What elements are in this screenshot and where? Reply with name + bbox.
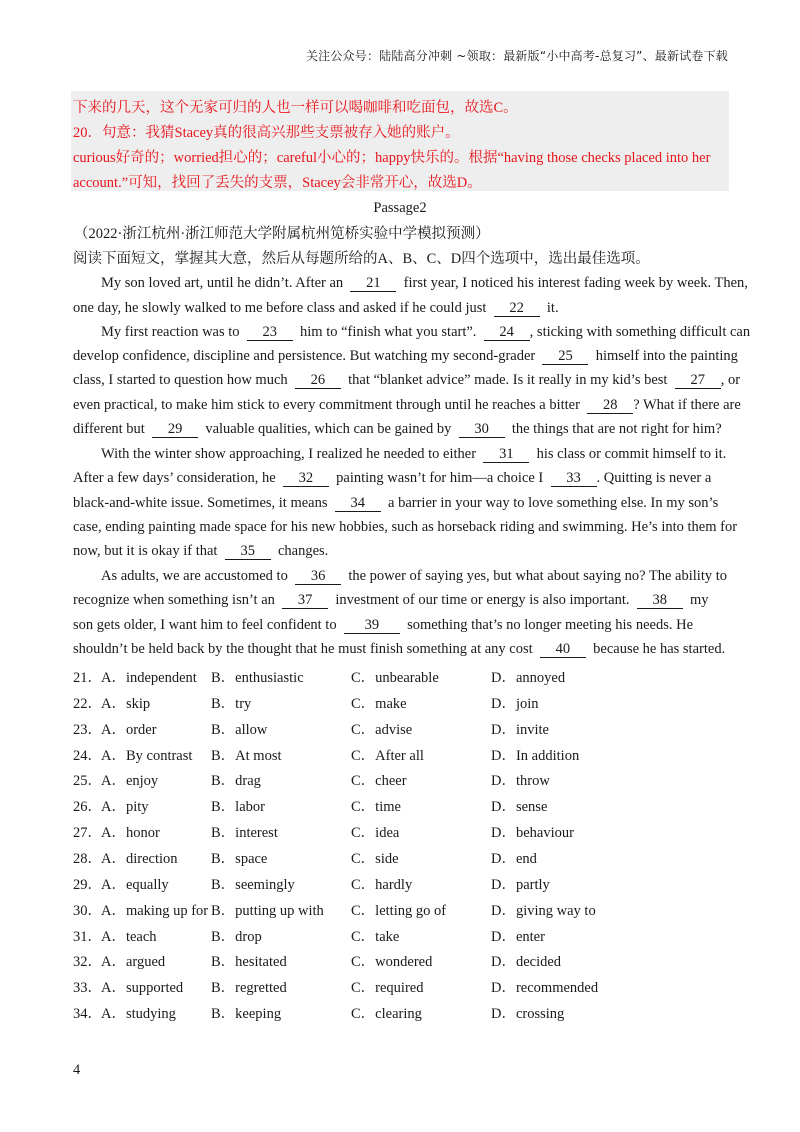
option-a[interactable]: A．argued — [101, 954, 166, 971]
blank-35: 35 — [225, 544, 271, 560]
blank-27: 27 — [675, 373, 721, 389]
option-c[interactable]: C．clearing — [351, 1006, 422, 1023]
option-b[interactable]: B．drag — [211, 773, 261, 790]
option-c[interactable]: C．idea — [351, 825, 400, 842]
option-b[interactable]: B．keeping — [211, 1006, 282, 1023]
question-number: 32． — [73, 954, 102, 971]
blank-38: 38 — [637, 593, 683, 609]
blank-21: 21 — [350, 276, 396, 292]
paragraph-line: My first reaction was to 23 him to “finish what you start”. 24 , sticking with something difficult can — [101, 324, 751, 340]
option-b[interactable]: B．hesitated — [211, 954, 287, 971]
option-d[interactable]: D．enter — [491, 928, 545, 945]
paragraph-line: After a few days’ consideration, he 32 painting wasn’t for him—a choice I 33 . Quitting is never a — [73, 470, 712, 486]
option-a[interactable]: A．By contrast — [101, 747, 193, 764]
paragraph-line: With the winter show approaching, I realized he needed to either 31 his class or commit himself to it. — [101, 446, 727, 462]
option-a[interactable]: A．making up for — [101, 902, 209, 919]
question-number: 23． — [73, 721, 102, 738]
blank-25: 25 — [542, 349, 588, 365]
option-a[interactable]: A．enjoy — [101, 773, 159, 790]
option-a[interactable]: A．honor — [101, 825, 160, 842]
option-c[interactable]: C．make — [351, 695, 407, 712]
option-c[interactable]: C．hardly — [351, 876, 413, 893]
option-b[interactable]: B．regretted — [211, 980, 287, 997]
question-number: 26． — [73, 799, 102, 816]
question-number: 30． — [73, 902, 102, 919]
paragraph-line: even practical, to make him stick to every commitment through until he reaches a bitter 28 ? What if there are — [73, 397, 741, 413]
option-d[interactable]: D．join — [491, 695, 539, 712]
paragraph-line: develop confidence, discipline and persistence. But watching my second-grader 25 himself into the painting — [73, 348, 738, 364]
option-d[interactable]: D．invite — [491, 721, 549, 738]
question-number: 21． — [73, 670, 102, 686]
option-c[interactable]: C．After all — [351, 747, 424, 764]
option-a[interactable]: A．direction — [101, 850, 178, 867]
paragraph-line: class, I started to question how much 26 that “blanket advice” made. Is it really in my kid’s best 27 , or — [73, 372, 741, 388]
option-d[interactable]: D．behaviour — [491, 825, 574, 842]
blank-31: 31 — [483, 447, 529, 463]
option-d[interactable]: D．In addition — [491, 747, 580, 764]
blank-36: 36 — [295, 569, 341, 585]
question-number: 28． — [73, 850, 102, 867]
blank-22: 22 — [494, 301, 540, 317]
option-b[interactable]: B．labor — [211, 799, 265, 816]
option-c[interactable]: C．advise — [351, 721, 413, 738]
blank-32: 32 — [283, 471, 329, 487]
option-d[interactable]: D．recommended — [491, 980, 599, 997]
question-number: 29． — [73, 876, 102, 893]
option-c[interactable]: C．required — [351, 980, 424, 997]
option-d[interactable]: D．end — [491, 850, 537, 867]
answer-line: curious好奇的；worried担心的；careful小心的；happy快乐的。根据“having those checks placed into her — [73, 150, 711, 166]
option-c[interactable]: C．side — [351, 850, 399, 867]
page-header: 关注公众号：陆陆高分冲刺 ~领取：最新版“小中高考-总复习”、最新试卷下载 — [305, 49, 728, 63]
option-c[interactable]: C．time — [351, 799, 401, 816]
blank-40: 40 — [540, 642, 586, 658]
option-b[interactable]: B．seemingly — [211, 876, 295, 893]
paragraph-line: different but 29 valuable qualities, which can be gained by 30 the things that are not right for him? — [73, 421, 722, 437]
option-b[interactable]: B．interest — [211, 825, 278, 842]
paragraph-line: now, but it is okay if that 35 changes. — [73, 543, 329, 559]
option-a[interactable]: A．skip — [101, 695, 151, 712]
answer-line: 下来的几天，这个无家可归的人也一样可以喝咖啡和吃面包，故选C。 — [73, 100, 518, 116]
option-d[interactable]: D．crossing — [491, 1006, 565, 1023]
paragraph-line: As adults, we are accustomed to 36 the power of saying yes, but what about saying no? The ability to — [101, 568, 728, 584]
blank-39: 39 — [344, 618, 400, 634]
question-number: 33． — [73, 980, 102, 997]
answer-line: account.”可知，找回了丢失的支票，Stacey会非常开心，故选D。 — [73, 175, 482, 191]
question-number: 22． — [73, 695, 102, 712]
option-c[interactable]: C．unbearable — [351, 670, 439, 686]
option-a[interactable]: A．equally — [101, 876, 169, 893]
paragraph-line: My son loved art, until he didn’t. After an 21 first year, I noticed his interest fading week by week. Then, — [101, 275, 748, 291]
option-a[interactable]: A．teach — [101, 928, 157, 945]
option-a[interactable]: A．pity — [101, 799, 149, 816]
option-a[interactable]: A．studying — [101, 1006, 176, 1023]
blank-26: 26 — [295, 373, 341, 389]
paragraph-line: one day, he slowly walked to me before class and asked if he could just 22 it. — [73, 300, 559, 316]
option-a[interactable]: A．independent — [101, 670, 197, 686]
paragraph-line: black-and-white issue. Sometimes, it means 34 a barrier in your way to love something else. In my son’s — [73, 495, 719, 511]
option-d[interactable]: D．decided — [491, 954, 562, 971]
option-b[interactable]: B．enthusiastic — [211, 670, 304, 686]
option-d[interactable]: D．giving way to — [491, 902, 596, 919]
paragraph-line: case, ending painting made space for his new hobbies, such as horseback riding and swimming. He’s into them for — [73, 519, 738, 535]
option-b[interactable]: B．At most — [211, 747, 282, 764]
blank-28: 28 — [587, 398, 633, 414]
question-number: 27． — [73, 825, 102, 842]
option-b[interactable]: B．drop — [211, 928, 262, 945]
blank-24: 24 — [484, 325, 530, 341]
passage-source: （2022·浙江杭州·浙江师范大学附属杭州笕桥实验中学模拟预测） — [74, 226, 490, 242]
question-number: 31． — [73, 928, 102, 945]
passage-title: Passage2 — [373, 200, 427, 216]
option-a[interactable]: A．order — [101, 721, 157, 738]
blank-34: 34 — [335, 496, 381, 512]
blank-33: 33 — [551, 471, 597, 487]
blank-30: 30 — [459, 422, 505, 438]
answer-line: 20．句意：我猜Stacey真的很高兴那些支票被存入她的账户。 — [73, 125, 460, 141]
paragraph-line: son gets older, I want him to feel confident to 39 something that’s no longer meeting his needs. He — [73, 617, 693, 633]
option-b[interactable]: B．try — [211, 695, 252, 712]
page-number: 4 — [73, 1062, 81, 1078]
option-d[interactable]: D．partly — [491, 876, 550, 893]
option-c[interactable]: C．take — [351, 928, 400, 945]
option-a[interactable]: A．supported — [101, 980, 184, 997]
option-c[interactable]: C．cheer — [351, 773, 407, 790]
option-c[interactable]: C．letting go of — [351, 902, 447, 919]
question-number: 34． — [73, 1006, 102, 1023]
option-d[interactable]: D．annoyed — [491, 670, 566, 686]
question-number: 24． — [73, 747, 102, 764]
instruction: 阅读下面短文，掌握其大意，然后从每题所给的A、B、C、D四个选项中，选出最佳选项。 — [73, 251, 650, 267]
option-d[interactable]: D．sense — [491, 799, 548, 816]
blank-37: 37 — [282, 593, 328, 609]
option-b[interactable]: B．allow — [211, 721, 268, 738]
blank-23: 23 — [247, 325, 293, 341]
question-number: 25． — [73, 773, 102, 790]
option-d[interactable]: D．throw — [491, 773, 550, 790]
option-c[interactable]: C．wondered — [351, 954, 433, 971]
blank-29: 29 — [152, 422, 198, 438]
option-b[interactable]: B．space — [211, 850, 268, 867]
option-b[interactable]: B．putting up with — [211, 902, 324, 919]
paragraph-line: recognize when something isn’t an 37 investment of our time or energy is also important. 38 my — [73, 592, 709, 608]
paragraph-line: shouldn’t be held back by the thought that he must finish something at any cost 40 because he has started. — [73, 641, 726, 657]
